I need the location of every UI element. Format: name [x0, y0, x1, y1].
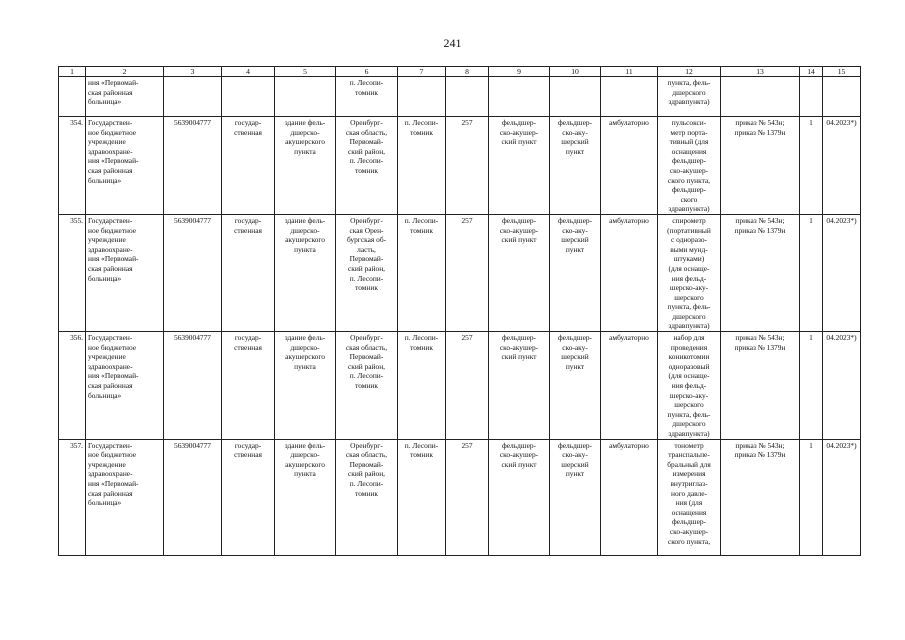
cell	[398, 77, 446, 117]
date-cell: 04.2023*)	[823, 439, 861, 555]
locality-cell: п. Лесопи- томник	[398, 439, 446, 555]
cell	[800, 77, 823, 117]
care-cell: амбулаторно	[601, 214, 658, 331]
table-row	[59, 332, 861, 440]
building-cell: здание фель- дшерско- акушерского пункта	[275, 117, 336, 215]
address-cell: Оренбург- ская область, Первомай- ский район, п. Лесопи- томник	[336, 117, 398, 215]
header-cell: 5	[275, 67, 336, 77]
cell	[489, 77, 550, 117]
header-cell: 1	[59, 67, 86, 77]
header-cell: 8	[446, 67, 489, 77]
row-number: 355.	[59, 214, 86, 331]
equipment-cell: спирометр (портативный с одноразо- выми мунд- штуками) (для оснаще- ния фельд- шерско-аку- шерского пункта, фель- дшерского здравпункта)	[658, 214, 721, 331]
unit-type2-cell: фельдшер- ско-аку- шерский пункт	[550, 214, 601, 331]
cell	[823, 77, 861, 117]
unit-type-cell: фельдшер- ско-акушер- ский пункт	[489, 214, 550, 331]
count-cell: 257	[446, 214, 489, 331]
care-cell: амбулаторно	[601, 332, 658, 440]
cell	[601, 77, 658, 117]
cell	[550, 77, 601, 117]
address-cell: Оренбург- ская область, Первомай- ский район, п. Лесопи- томник	[336, 439, 398, 555]
header-cell: 6	[336, 67, 398, 77]
date-cell: 04.2023*)	[823, 117, 861, 215]
unit-type-cell: фельдшер- ско-акушер- ский пункт	[489, 117, 550, 215]
locality-cell: п. Лесопи- томник	[398, 214, 446, 331]
ownership-cell: государ- ственная	[222, 439, 275, 555]
building-cell: здание фель- дшерско- акушерского пункта	[275, 439, 336, 555]
header-cell: 2	[86, 67, 164, 77]
cell	[446, 77, 489, 117]
quantity-cell: 1	[800, 214, 823, 331]
organization-cell: Государствен- ное бюджетное учреждение здравоохране- ния «Первомай- ская районная больница»	[86, 439, 164, 555]
header-cell: 15	[823, 67, 861, 77]
count-cell: 257	[446, 439, 489, 555]
date-cell: 04.2023*)	[823, 214, 861, 331]
table-row	[59, 117, 861, 215]
quantity-cell: 1	[800, 439, 823, 555]
ownership-cell: государ- ственная	[222, 332, 275, 440]
header-cell: 11	[601, 67, 658, 77]
equipment-register-table	[58, 66, 861, 556]
inn-cell: 5639004777	[164, 332, 222, 440]
equipment-cell: пульсокси- метр порта- тивный (для оснащения фельдшер- ско-акушер- ского пункта, фельдшер- ского здравпункта)	[658, 117, 721, 215]
care-cell: амбулаторно	[601, 439, 658, 555]
address-cell: Оренбург- ская область, Первомай- ский район, п. Лесопи- томник	[336, 332, 398, 440]
locality-cell: п. Лесопи- томник	[398, 117, 446, 215]
address-cell: Оренбург- ская Орен- бургская об- ласть, Первомай- ский район, п. Лесопи- томник	[336, 214, 398, 331]
cell	[721, 77, 800, 117]
equipment-cell: набор для проведения коникотомии одноразовый (для оснаще- ния фельд- шерско-аку- шерского пункта, фель- дшерского здравпункта)	[658, 332, 721, 440]
orders-cell: приказ № 543н; приказ № 1379н	[721, 439, 800, 555]
orders-cell: приказ № 543н; приказ № 1379н	[721, 214, 800, 331]
header-cell: 4	[222, 67, 275, 77]
equipment-cell: тонометр транспальпе- бральный для измерения внутриглаз- ного давле- ния (для оснащения фельдшер- ско-акушер- ского пункта,	[658, 439, 721, 555]
care-cell: амбулаторно	[601, 117, 658, 215]
unit-type-cell: фельдшер- ско-акушер- ский пункт	[489, 332, 550, 440]
header-cell: 14	[800, 67, 823, 77]
header-cell: 13	[721, 67, 800, 77]
header-cell: 7	[398, 67, 446, 77]
table-row	[59, 439, 861, 555]
unit-type2-cell: фельдшер- ско-аку- шерский пункт	[550, 439, 601, 555]
count-cell: 257	[446, 332, 489, 440]
row-number: 356.	[59, 332, 86, 440]
cell	[222, 77, 275, 117]
table-row	[59, 214, 861, 331]
cell: п. Лесопи- томник	[336, 77, 398, 117]
building-cell: здание фель- дшерско- акушерского пункта	[275, 214, 336, 331]
inn-cell: 5639004777	[164, 439, 222, 555]
unit-type2-cell: фельдшер- ско-аку- шерский пункт	[550, 117, 601, 215]
count-cell: 257	[446, 117, 489, 215]
unit-type-cell: фельдшер- ско-акушер- ский пункт	[489, 439, 550, 555]
ownership-cell: государ- ственная	[222, 117, 275, 215]
continuation-row	[59, 77, 861, 117]
cell	[275, 77, 336, 117]
organization-cell: Государствен- ное бюджетное учреждение здравоохране- ния «Первомай- ская районная больница»	[86, 117, 164, 215]
header-cell: 9	[489, 67, 550, 77]
inn-cell: 5639004777	[164, 214, 222, 331]
building-cell: здание фель- дшерско- акушерского пункта	[275, 332, 336, 440]
quantity-cell: 1	[800, 332, 823, 440]
row-number: 354.	[59, 117, 86, 215]
date-cell: 04.2023*)	[823, 332, 861, 440]
orders-cell: приказ № 543н; приказ № 1379н	[721, 117, 800, 215]
orders-cell: приказ № 543н; приказ № 1379н	[721, 332, 800, 440]
cell	[164, 77, 222, 117]
header-cell: 10	[550, 67, 601, 77]
header-cell: 12	[658, 67, 721, 77]
ownership-cell: государ- ственная	[222, 214, 275, 331]
column-number-header	[59, 67, 861, 77]
unit-type2-cell: фельдшер- ско-аку- шерский пункт	[550, 332, 601, 440]
locality-cell: п. Лесопи- томник	[398, 332, 446, 440]
organization-cell: Государствен- ное бюджетное учреждение здравоохране- ния «Первомай- ская районная больница»	[86, 332, 164, 440]
cell: пункта, фель- дшерского здравпункта)	[658, 77, 721, 117]
organization-cell: Государствен- ное бюджетное учреждение здравоохране- ния «Первомай- ская районная больница»	[86, 214, 164, 331]
page-number: 241	[443, 36, 462, 50]
inn-cell: 5639004777	[164, 117, 222, 215]
quantity-cell: 1	[800, 117, 823, 215]
row-number: 357.	[59, 439, 86, 555]
cell: ния «Первомай- ская районная больница»	[86, 77, 164, 117]
cell	[59, 77, 86, 117]
header-cell: 3	[164, 67, 222, 77]
